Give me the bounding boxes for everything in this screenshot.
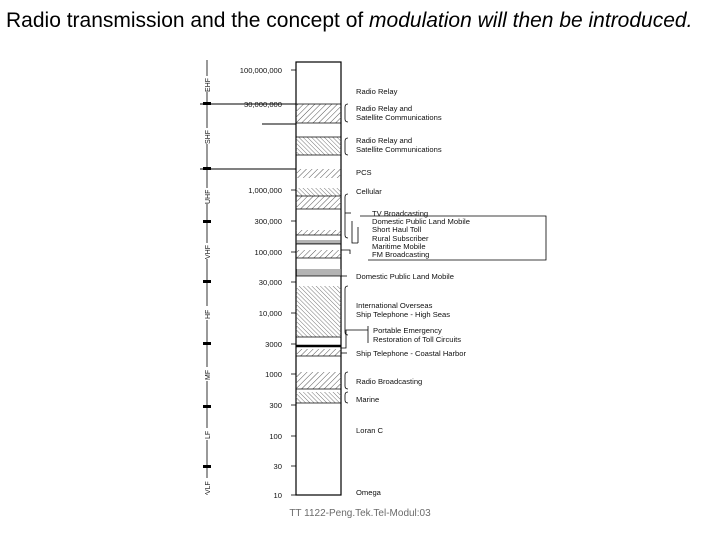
segment-vhf-1 bbox=[296, 230, 341, 235]
freq-label: 100,000 bbox=[254, 248, 282, 257]
segment-pcs bbox=[296, 169, 341, 178]
footer-text: TT 1122-Peng.Tek.Tel-Modul:03 bbox=[289, 508, 431, 519]
service-label: Radio Relay and bbox=[356, 104, 413, 113]
service-label: Loran C bbox=[356, 426, 384, 435]
service-label: Ship Telephone - High Seas bbox=[356, 310, 451, 319]
service-label: Rural Subscriber bbox=[372, 234, 429, 243]
freq-label: 300 bbox=[269, 401, 282, 410]
band-label: MF bbox=[205, 369, 212, 380]
segment-cellular bbox=[296, 188, 341, 196]
band-label: EHF bbox=[205, 78, 212, 92]
freq-label: 1000 bbox=[265, 370, 282, 379]
service-label: Ship Telephone - Coastal Harbor bbox=[356, 349, 467, 358]
segment-satcom-2 bbox=[296, 137, 341, 155]
service-label: Domestic Public Land Mobile bbox=[372, 217, 470, 226]
segment-satcom-1 bbox=[296, 104, 341, 123]
heading-text: Radio transmission and the concept of bbox=[6, 9, 370, 32]
segment-vhf-2 bbox=[296, 240, 341, 244]
service-label: PCS bbox=[356, 168, 372, 177]
service-label: Portable Emergency bbox=[373, 326, 442, 335]
service-label: Cellular bbox=[356, 187, 382, 196]
segment-broadcasting bbox=[296, 372, 341, 389]
freq-label: 100 bbox=[269, 432, 282, 441]
segment-marine bbox=[296, 392, 341, 403]
freq-label: 30 bbox=[273, 462, 282, 471]
freq-label: 1,000,000 bbox=[248, 186, 282, 195]
service-label: Maritime Mobile bbox=[372, 242, 426, 251]
band-label: UHF bbox=[205, 189, 212, 204]
freq-label: 10 bbox=[273, 491, 282, 500]
service-label: FM Broadcasting bbox=[372, 250, 430, 259]
freq-label: 300,000 bbox=[254, 217, 282, 226]
service-label: TV Broadcasting bbox=[372, 209, 429, 218]
band-boundary-lines bbox=[200, 104, 296, 169]
service-label: Satellite Communications bbox=[356, 145, 442, 154]
service-label: Radio Relay bbox=[356, 87, 398, 96]
freq-label: 3000 bbox=[265, 340, 282, 349]
freq-label: 100,000,000 bbox=[239, 66, 282, 75]
band-label: VHF bbox=[205, 245, 212, 259]
segment-tv bbox=[296, 196, 341, 209]
freq-label: 10,000 bbox=[258, 309, 282, 318]
band-label: VLF bbox=[205, 481, 212, 494]
segment-coastal bbox=[296, 349, 341, 356]
frequency-ticks bbox=[291, 70, 296, 495]
band-label: SHF bbox=[205, 130, 212, 144]
service-label: Domestic Public Land Mobile bbox=[356, 272, 454, 281]
service-label: Short Haul Toll bbox=[372, 225, 422, 234]
service-label: Restoration of Toll Circuits bbox=[373, 335, 462, 344]
frequency-labels bbox=[240, 66, 282, 500]
spectrum-column bbox=[296, 62, 341, 495]
heading-italic-text: modulation will then be introduced. bbox=[369, 9, 693, 32]
freq-label: 30,000 bbox=[258, 278, 282, 287]
segment-hf-overseas bbox=[296, 286, 341, 337]
service-labels bbox=[356, 87, 470, 497]
service-label: Radio Broadcasting bbox=[356, 377, 423, 386]
freq-label: 30,000,000 bbox=[243, 100, 282, 109]
service-label: Omega bbox=[356, 488, 381, 497]
service-label: Radio Relay and bbox=[356, 136, 413, 145]
service-label: Marine bbox=[356, 395, 380, 404]
band-label: LF bbox=[205, 430, 212, 439]
service-label: Satellite Communications bbox=[356, 113, 442, 122]
band-label: HF bbox=[205, 309, 212, 319]
segment-dplm bbox=[296, 269, 341, 276]
service-label: International Overseas bbox=[356, 301, 433, 310]
segment-fm bbox=[296, 250, 341, 258]
